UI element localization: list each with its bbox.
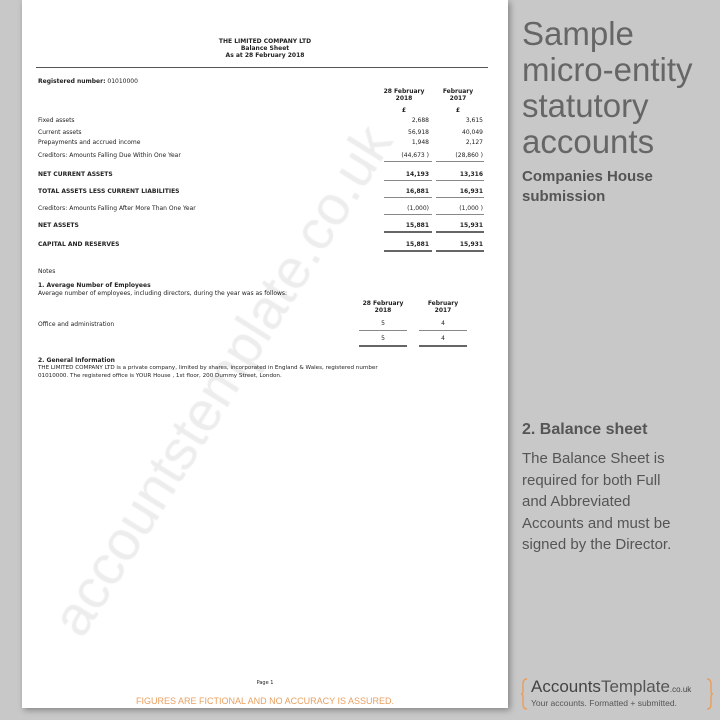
right-brace-icon [706, 678, 714, 710]
total-rule [359, 330, 407, 331]
page-number: Page 1 [256, 680, 274, 686]
registered-number: Registered number: 01010000 [38, 78, 138, 85]
note1-title: 1. Average Number of Employees [38, 282, 151, 289]
note1-col2: February 2017 [427, 300, 459, 314]
note1-text: Average number of employees, including directors, during the year was as follows: [38, 290, 288, 297]
total-rule [384, 197, 432, 198]
row-label: Prepayments and accrued income [38, 139, 141, 146]
notes-label: Notes [38, 268, 56, 275]
row-value-2017: (1,000 ) [459, 205, 483, 212]
section-title: 2. Balance sheet [522, 421, 648, 438]
col1-header: 28 February 2018 [383, 88, 425, 102]
row-value-2018: (1,000) [407, 205, 429, 212]
currency-1: £ [401, 107, 407, 114]
accountstemplate-logo: AccountsTemplate.co.uk Your accounts. Formatted + submitted. [520, 676, 716, 712]
row-value-2017: 15,931 [459, 241, 483, 248]
note2-line1: THE LIMITED COMPANY LTD is a private company, limited by shares, incorporated in England & Wales, registered number [38, 365, 378, 371]
row-value-2018: (44,673 ) [401, 152, 429, 159]
row-label: Creditors: Amounts Falling After More Than One Year [38, 205, 196, 212]
doc-title: Balance Sheet [240, 45, 290, 52]
left-brace-icon [520, 678, 528, 710]
row-value-2017: 40,049 [462, 129, 483, 136]
row-label: NET ASSETS [38, 222, 79, 229]
note1-total-v2: 4 [441, 335, 445, 342]
row-label: Current assets [38, 129, 82, 136]
note2-line2: 01010000. The registered office is YOUR House , 1st floor, 200 Dummy Street, London. [38, 373, 282, 379]
total-rule [436, 214, 484, 215]
total-rule [436, 231, 484, 233]
currency-2: £ [455, 107, 461, 114]
row-label: Fixed assets [38, 117, 75, 124]
note1-col1: 28 February 2018 [362, 300, 404, 314]
as-at-date: As at 28 February 2018 [225, 52, 305, 59]
row-value-2018: 1,948 [411, 139, 429, 146]
total-rule [436, 161, 484, 162]
total-rule [436, 197, 484, 198]
row-value-2017: (28,860 ) [455, 152, 483, 159]
total-rule [419, 345, 467, 347]
note1-row-v1: 5 [381, 320, 385, 327]
note2-title: 2. General Information [38, 357, 115, 364]
total-rule [419, 330, 467, 331]
disclaimer: FIGURES ARE FICTIONAL AND NO ACCURACY IS ASSURED. [135, 696, 395, 706]
row-value-2018: 2,688 [411, 117, 429, 124]
row-value-2017: 16,931 [459, 188, 483, 195]
total-rule [436, 250, 484, 252]
header-rule [36, 67, 488, 68]
row-value-2018: 14,193 [405, 171, 429, 178]
row-label: Creditors: Amounts Falling Due Within One Year [38, 152, 181, 159]
headline: Sample micro-entity statutory accounts [522, 15, 693, 160]
total-rule [384, 161, 432, 162]
total-rule [436, 180, 484, 181]
note1-total-v1: 5 [381, 335, 385, 342]
row-label: TOTAL ASSETS LESS CURRENT LIABILITIES [38, 188, 180, 195]
total-rule [384, 180, 432, 181]
balance-sheet-page [22, 0, 508, 708]
row-label: CAPITAL AND RESERVES [38, 241, 120, 248]
total-rule [359, 345, 407, 347]
row-value-2018: 16,881 [405, 188, 429, 195]
row-value-2017: 15,931 [459, 222, 483, 229]
row-label: NET CURRENT ASSETS [38, 171, 113, 178]
note1-row-label: Office and administration [38, 321, 115, 328]
total-rule [384, 250, 432, 252]
row-value-2017: 13,316 [459, 171, 483, 178]
total-rule [384, 214, 432, 215]
subtitle: Companies House submission [522, 168, 653, 205]
note1-row-v2: 4 [441, 320, 445, 327]
company-name: THE LIMITED COMPANY LTD [218, 38, 312, 45]
row-value-2018: 15,881 [405, 222, 429, 229]
logo-tagline: Your accounts. Formatted + submitted. [531, 698, 677, 708]
col2-header: February 2017 [442, 88, 474, 102]
row-value-2017: 2,127 [465, 139, 483, 146]
row-value-2018: 15,881 [405, 241, 429, 248]
row-value-2018: 56,918 [408, 129, 429, 136]
section-text: The Balance Sheet is required for both Full and Abbreviated Accounts and must be signed by the Director. [522, 450, 672, 553]
row-value-2017: 3,615 [465, 117, 483, 124]
total-rule [384, 231, 432, 233]
